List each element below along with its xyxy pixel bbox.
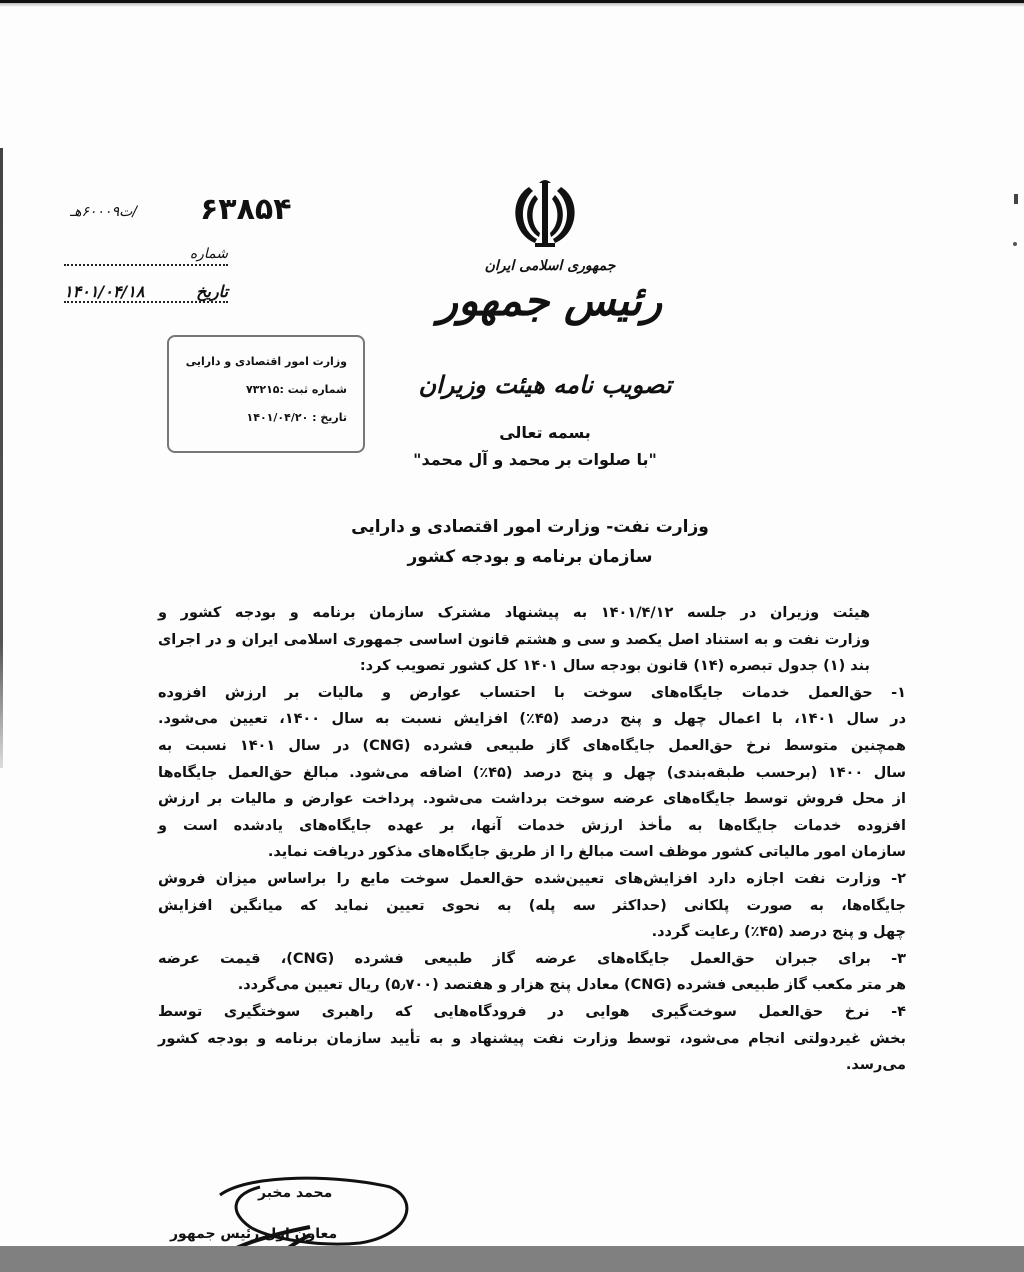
date-label: تاریخ [196, 282, 228, 301]
body-line: در سال ۱۴۰۱، با اعمال چهل و پنج درصد (۴۵٪) افزایش نسبت به سال ۱۴۰۰، تعیین می‌شود. [158, 711, 907, 728]
body-line: ۲- وزارت نفت اجازه دارد افزایش‌های تعیین‌شده حق‌العمل سوخت مایع را براساس میزان فروش [158, 870, 906, 887]
clause-3 [158, 946, 906, 999]
date-field [64, 282, 228, 303]
salawat: "با صلوات بر محمد و آل محمد" [413, 450, 657, 469]
bottom-gray-band [0, 1246, 1024, 1272]
number-label: شماره [189, 246, 228, 262]
reference-code: /ت۶۰۰۰۹هـ [70, 204, 137, 220]
body-line: ۴- نرخ حق‌العمل سوخت‌گیری هوایی در فرودگاه‌هایی که راهبری سوختگیری توسط [158, 1003, 906, 1020]
body-line: بند (۱) جدول تبصره (۱۴) قانون بودجه سال ۱۴۰۱ کل کشور تصویب کرد: [359, 658, 870, 675]
stamp-registration: شماره ثبت :۷۳۲۱۵ [245, 383, 347, 396]
body-line: هیئت وزیران در جلسه ۱۴۰۱/۴/۱۲ به پیشنهاد مشترک سازمان برنامه و بودجه کشور و [158, 605, 871, 621]
date-value: ۱۴۰۱/۰۴/۱۸ [64, 282, 145, 301]
body-line: ۱- حق‌العمل خدمات جایگاه‌های سوخت با احتساب عوارض و مالیات بر ارزش افزوده [158, 684, 906, 701]
president-heading: رئیس جمهور [437, 276, 663, 325]
iran-emblem-icon [505, 173, 585, 253]
recipients [340, 512, 720, 572]
recipients-line-2: سازمان برنامه و بودجه کشور [407, 547, 653, 567]
clause-4 [158, 999, 906, 1079]
body-line: وزارت نفت و به استناد اصل یکصد و سی و هشتم قانون اساسی جمهوری اسلامی ایران و در اجرای [158, 631, 870, 648]
body-line: جایگاه‌ها، به صورت پلکانی (حداکثر سه پله) به نحوی تعیین نماید که میانگین افزایش [158, 897, 906, 914]
bismillah: بسمه تعالی [499, 423, 591, 442]
body-line: از محل فروش توسط جایگاه‌های عرضه سوخت برداشت می‌شود. پرداخت عوارض و مالیات بر ارزش [158, 791, 906, 808]
body-line: چهل و پنج درصد (۴۵٪) رعایت گردد. [651, 924, 906, 941]
body-line: بخش غیردولتی انجام می‌شود، توسط وزارت نفت پیشنهاد و به تأیید سازمان برنامه و بودجه کشور [158, 1030, 906, 1047]
clause-1 [158, 680, 906, 866]
clause-2 [158, 866, 906, 946]
top-shadow [0, 3, 1024, 7]
page-left-edge [0, 148, 3, 768]
intro-paragraph [158, 600, 906, 680]
body-line: می‌رسد. [845, 1057, 906, 1074]
body-line: سازمان امور مالیاتی کشور موظف است مبالغ را از طریق جایگاه‌های مذکور دریافت نماید. [267, 844, 906, 861]
resolution-body [158, 600, 906, 1079]
signatory-name: محمد مخبر [258, 1185, 333, 1201]
recipients-line-1: وزارت نفت- وزارت امور اقتصادی و دارایی [351, 517, 709, 537]
reference-number: ۶۳۸۵۴ [200, 192, 292, 227]
body-line: سال ۱۴۰۰ (برحسب طبقه‌بندی) چهل و پنج درصد (۴۵٪) اضافه می‌شود. مبالغ حق‌العمل جایگاه‌ها [158, 764, 906, 781]
republic-heading: جمهوری اسلامی ایران [484, 258, 616, 274]
body-line: افزوده خدمات جایگاه‌ها به مأخذ ارزش خدمات آنها، بر عهده جایگاه‌های یادشده است و [158, 817, 906, 834]
cabinet-resolution-title: تصویب نامه هیئت وزیران [418, 370, 672, 399]
stamp-date: تاریخ : ۱۴۰۱/۰۴/۲۰ [246, 411, 347, 424]
body-line: هر متر مکعب گاز طبیعی فشرده (CNG) معادل پنج هزار و هفتصد (۵٫۷۰۰) ریال تعیین می‌گردد. [237, 977, 906, 994]
body-line: همچنین متوسط نرخ حق‌العمل جایگاه‌های گاز طبیعی فشرده (CNG) در سال ۱۴۰۱ نسبت به [158, 737, 906, 754]
registration-stamp [167, 335, 365, 453]
number-field [64, 246, 228, 266]
signatory-title: معاون اول رئیس جمهور [170, 1226, 338, 1242]
stamp-ministry: وزارت امور اقتصادی و دارایی [185, 355, 347, 368]
body-line: ۳- برای جبران حق‌العمل جایگاه‌های عرضه گاز طبیعی فشرده (CNG)، قیمت عرضه [158, 950, 906, 967]
margin-marks-icon [1010, 190, 1024, 270]
